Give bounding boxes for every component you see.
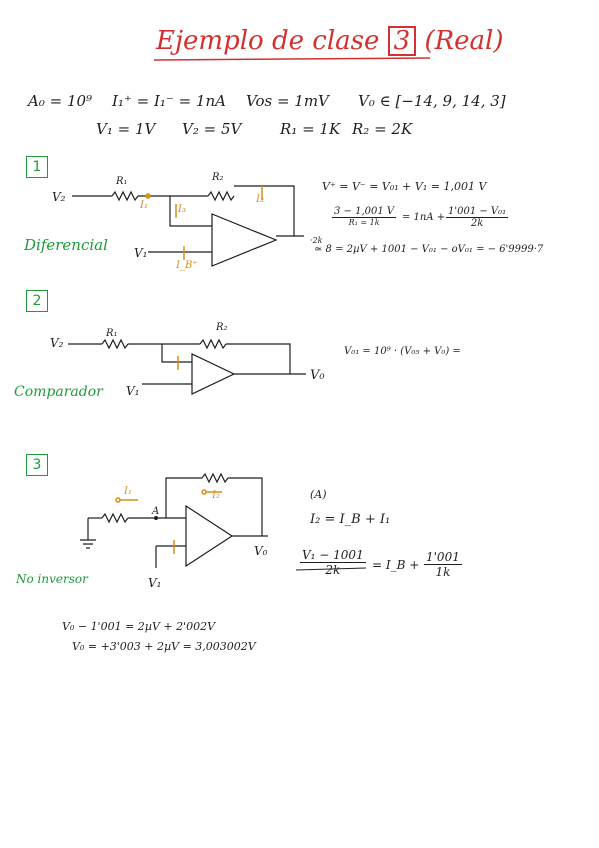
- c3-result-1: V₀ − 1'001 = 2µV + 2'002V: [62, 620, 216, 633]
- c3-eq-rhs-fraction: [424, 550, 462, 579]
- circuit-1: [72, 186, 304, 266]
- given-a0: A₀ = 10⁹: [28, 92, 93, 110]
- c3-label-i2: I₂: [212, 490, 220, 501]
- c3-label-i1: I₁: [124, 486, 132, 497]
- c3-feedback-left: [166, 478, 202, 518]
- circuit-2: [68, 340, 306, 394]
- section-1-name: Diferencial: [24, 236, 108, 254]
- c1-label-v1: V₁: [134, 246, 148, 260]
- c2-opamp: [192, 354, 234, 394]
- c1-eq-fraction-2: [446, 206, 508, 229]
- c3-lhs-den: 2k: [325, 563, 341, 577]
- section-2-number: 2: [26, 290, 48, 312]
- given-r2: R₂ = 2K: [352, 120, 413, 138]
- c1-label-i3: I₃: [178, 204, 186, 215]
- c3-rhs-num: 1'001: [426, 550, 460, 564]
- c1-label-r2: R₂: [212, 172, 224, 183]
- c2-pos-input: [162, 344, 192, 362]
- given-vo-range: V₀ ∈ [−14, 9, 14, 3]: [358, 92, 506, 110]
- section-3-number: 3: [26, 454, 48, 476]
- title-text: Ejemplo de clase: [156, 26, 380, 56]
- c1-eq-fraction-1: [332, 206, 396, 227]
- c3-eq-rhs-mid: = I_B +: [372, 558, 420, 572]
- given-bias-currents: I₁⁺ = I₁⁻ = 1nA: [112, 92, 226, 110]
- c1-label-gain-marker: ·2k: [310, 236, 323, 245]
- title-suffix: (Real): [424, 26, 504, 56]
- c1-node-a: [146, 194, 150, 198]
- c3-result-2: V₀ = +3'003 + 2µV = 3,003002V: [72, 640, 256, 653]
- c1-eq-1: V⁺ = V⁻ = V₀₁ + V₁ = 1,001 V: [322, 180, 487, 193]
- c3-resistor-r2: [202, 474, 228, 482]
- c1-eq-3: ≃ 8 = 2µV + 1001 − V₀₁ − oV₀₁ = − 6'9999·7: [314, 244, 544, 255]
- c3-i2-dot: [202, 490, 206, 494]
- title-boxed-number: 3: [388, 26, 417, 56]
- c3-current-marks: [116, 490, 222, 554]
- c1-label-r1: R₁: [116, 176, 128, 187]
- c2-resistor-r2: [200, 340, 226, 348]
- c1-feedback: [234, 186, 294, 236]
- c3-pos-input: [156, 546, 186, 568]
- c1-resistor-r2: [208, 192, 234, 200]
- c1-current-marks: [146, 186, 262, 260]
- c2-resistor-r1: [102, 340, 128, 348]
- c1-opamp: [212, 214, 276, 266]
- c1-label-v2: V₂: [52, 190, 66, 204]
- c3-feedback-right: [228, 478, 262, 536]
- c3-label-a: A: [152, 506, 160, 517]
- c1-label-i1: I₁: [140, 200, 148, 211]
- c3-label-vo: V₀: [254, 544, 268, 558]
- c2-label-vo: V₀: [310, 368, 325, 383]
- c1-frac2-num: 1'001 − V₀₁: [448, 206, 507, 217]
- c2-eq-1: V₀₁ = 10⁹ · (V₀₅ + V₀) =: [344, 346, 461, 357]
- section-3-name: No inversor: [16, 572, 88, 586]
- c3-eq-kcl: I₂ = I_B + I₁: [310, 512, 391, 527]
- c2-label-v1: V₁: [126, 384, 140, 398]
- c1-frac1-den: R₁ = 1k: [348, 218, 380, 227]
- c1-resistor-r1: [112, 192, 138, 200]
- c3-resistor-r1: [102, 514, 128, 522]
- title-underline: [154, 58, 430, 60]
- section-2-name: Comparador: [14, 384, 103, 400]
- c2-label-r2: R₂: [216, 322, 228, 333]
- c3-eq-lhs-fraction: [300, 548, 366, 577]
- c1-frac2-den: 2k: [470, 218, 484, 229]
- section-1-number: 1: [26, 156, 48, 178]
- c3-label-v1: V₁: [148, 576, 162, 590]
- c3-eq-node: (A): [310, 488, 327, 501]
- given-v1: V₁ = 1V: [96, 120, 156, 138]
- c1-eq-mid: = 1nA +: [402, 212, 446, 223]
- c1-label-ib: I_B⁺: [176, 260, 198, 271]
- c2-feedback: [226, 344, 290, 374]
- c3-i1-dot: [116, 498, 120, 502]
- c3-ground-symbol: [80, 540, 96, 548]
- given-vos: Vos = 1mV: [246, 92, 329, 110]
- c1-frac1-num: 3 − 1,001 V: [334, 206, 395, 217]
- given-r1: R₁ = 1K: [280, 120, 341, 138]
- c3-opamp: [186, 506, 232, 566]
- c2-label-r1: R₁: [106, 328, 118, 339]
- given-v2: V₂ = 5V: [182, 120, 242, 138]
- c3-lhs-num: V₁ − 1001: [302, 548, 364, 562]
- c1-label-i2: I₂: [256, 194, 264, 205]
- c2-label-v2: V₂: [50, 336, 64, 350]
- c3-rhs-den: 1k: [435, 565, 451, 579]
